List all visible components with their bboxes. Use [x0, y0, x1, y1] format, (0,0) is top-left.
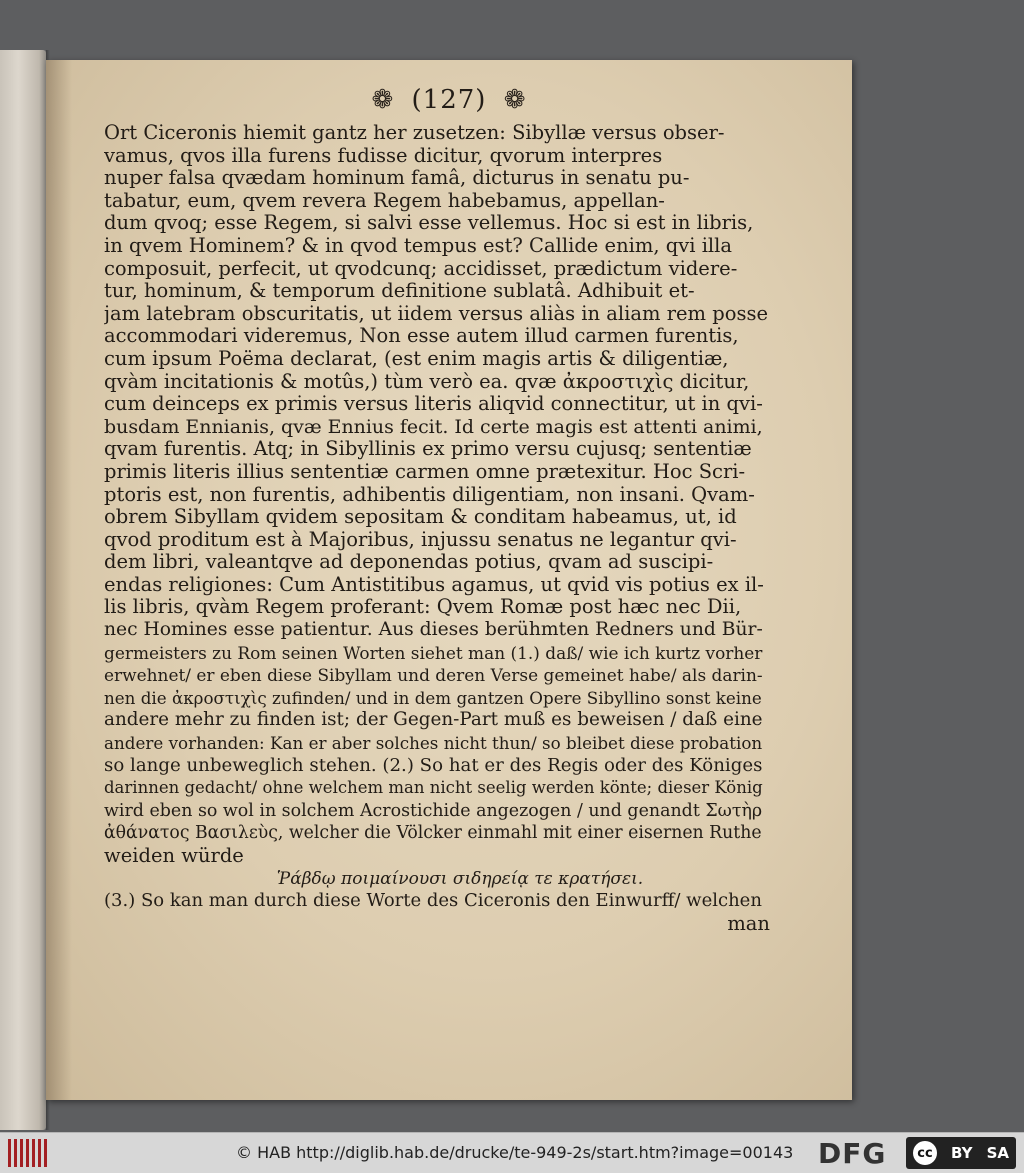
book-page — [46, 60, 852, 1100]
text-line: lis libris, qvàm Regem proferant: Qvem Romæ post hæc nec Dii, — [104, 596, 742, 619]
copyright-link[interactable]: © HAB http://diglib.hab.de/drucke/te-949-2s/start.htm?image=00143 — [236, 1143, 794, 1162]
text-line: obrem Sibyllam qvidem sepositam & conditam habeamus, ut, id — [104, 506, 737, 529]
text-line: accommodari videremus, Non esse autem illud carmen furentis, — [104, 325, 739, 348]
text-line: busdam Ennianis, qvæ Ennius fecit. Id certe magis est attenti animi, — [104, 415, 763, 438]
text-line: dem libri, valeantqve ad deponendas potius, qvam ad suscipi- — [104, 551, 714, 574]
text-line: Ort Ciceronis hiemit gantz her zusetzen: Sibyllæ versus obser- — [104, 122, 725, 144]
page-header — [46, 84, 852, 115]
text-line: germeisters zu Rom seinen Worten siehet man (1.) daß/ wie ich kurtz vorher — [104, 642, 763, 663]
text-line: so lange unbeweglich stehen. (2.) So hat er des Regis oder des Königes — [104, 754, 763, 776]
page-text — [104, 122, 776, 935]
greek-verse: Ῥάβδῳ ποιμαίνουσι σιδηρείᾳ τε κρατήσει. — [276, 868, 644, 889]
text-line: nec Homines esse patientur. Aus dieses berühmten Redners und Bür- — [104, 619, 763, 641]
text-line: qvam furentis. Atq; in Sibyllinis ex primo versu cujusq; sententiæ — [104, 438, 752, 461]
text-line: composuit, perfecit, ut qvodcunq; accidisset, prædictum videre- — [104, 257, 738, 280]
text-line: nuper falsa qvædam hominum famâ, dicturus in senatu pu- — [104, 167, 690, 190]
flower-ornament-icon: ❁ — [503, 85, 527, 115]
text-line: ptoris est, non furentis, adhibentis diligentiam, non insani. Qvam- — [104, 483, 755, 506]
text-line: andere vorhanden: Kan er aber solches nicht thun/ so bleibet diese probation — [104, 733, 763, 754]
text-line: in qvem Hominem? & in qvod tempus est? Callide enim, qvi illa — [104, 234, 733, 257]
license-by-label: BY — [951, 1144, 973, 1162]
text-line: qvod proditum est à Majoribus, injussu senatus ne legantur qvi- — [104, 528, 737, 551]
cc-license-badge[interactable] — [906, 1137, 1016, 1169]
final-text-line: (3.) So kan man durch diese Worte des Ciceronis den Einwurff/ welchen — [104, 890, 762, 912]
hab-logo-icon[interactable] — [8, 1139, 48, 1167]
catchword: man — [727, 911, 770, 935]
text-line: tabatur, eum, qvem revera Regem habebamus, appellan- — [104, 189, 665, 212]
text-line: cum deinceps ex primis versus literis aliqvid connectitur, ut in qvi- — [104, 393, 763, 416]
page-number: (127) — [411, 85, 487, 115]
text-line: weiden würde — [104, 845, 244, 867]
text-line: erwehnet/ er eben diese Sibyllam und deren Verse gemeinet habe/ als darin- — [104, 665, 763, 686]
flower-ornament-icon: ❁ — [371, 85, 395, 115]
text-line: wird eben so wol in solchem Acrostichide angezogen / und genandt Σωτὴρ — [104, 800, 763, 821]
footer-bar — [0, 1132, 1024, 1173]
text-line: cum ipsum Poëma declarat, (est enim magis artis & diligentiæ, — [104, 347, 729, 370]
text-line: qvàm incitationis & motûs,) tùm verò ea. qvæ ἀκροστιχὶς dicitur, — [104, 370, 750, 393]
text-line: ἀθάνατος Βασιλεὺς, welcher die Völcker einmahl mit einer eisernen Ruthe — [104, 823, 762, 844]
text-line: darinnen gedacht/ ohne welchem man nicht seelig werden könte; dieser König — [104, 778, 763, 798]
text-line: dum qvoq; esse Regem, si salvi esse vellemus. Hoc si est in libris, — [104, 212, 754, 235]
text-line: nen die ἀκροστιχὶς zufinden/ und in dem gantzen Opere Sibyllino sonst keine — [104, 687, 762, 708]
text-line: tur, hominum, & temporum definitione sublatâ. Adhibuit et- — [104, 280, 695, 303]
left-page-edge — [0, 50, 46, 1130]
text-line: vamus, qvos illa furens fudisse dicitur, qvorum interpres — [104, 144, 663, 167]
text-line: andere mehr zu finden ist; der Gegen-Part muß es beweisen / daß eine — [104, 709, 763, 731]
license-sa-label: SA — [986, 1144, 1009, 1162]
creative-commons-icon: cc — [913, 1141, 937, 1165]
text-line: endas religiones: Cum Antistitibus agamus, ut qvid vis potius ex il- — [104, 573, 764, 596]
text-line: primis literis illius sententiæ carmen omne prætexitur. Hoc Scri- — [104, 460, 746, 483]
text-line: jam latebram obscuritatis, ut iidem versus aliàs in aliam rem posse — [104, 302, 769, 325]
dfg-logo[interactable]: DFG — [818, 1137, 887, 1170]
